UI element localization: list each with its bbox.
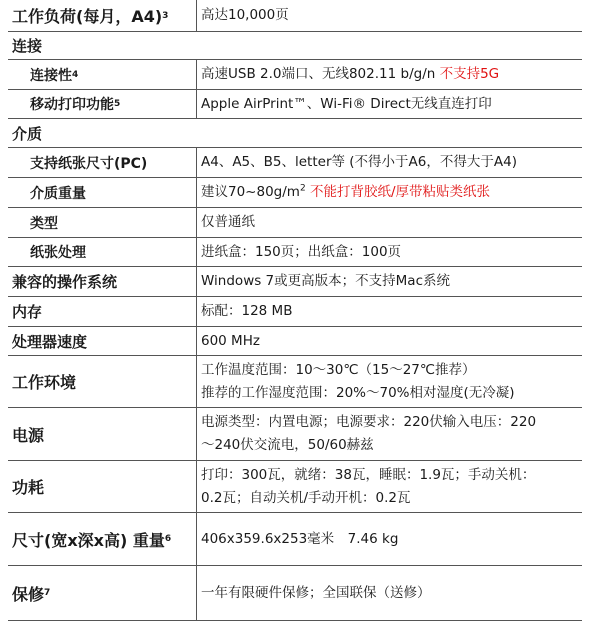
label-cpu: 处理器速度 (8, 327, 197, 355)
row-media-weight (8, 178, 582, 208)
value-power: 电源类型：内置电源；电源要求：220伏输入电压：220 ～240伏交流电，50/60赫兹 (201, 414, 537, 453)
section-title-connection: 连接 (12, 37, 43, 55)
label-media-weight: 介质重量 (8, 178, 197, 207)
section-media (8, 119, 582, 148)
value-connectivity: 高速USB 2.0端口、无线802.11 b/g/n 不支持5G (201, 66, 500, 82)
row-cpu (8, 327, 582, 356)
label-type: 类型 (8, 208, 197, 237)
value-workload: 高达10,000页 (201, 7, 289, 23)
label-workload: 工作负荷(每月，A4) 3 (8, 0, 197, 31)
row-workload (8, 0, 582, 32)
label-warranty: 保修 7 (8, 566, 197, 620)
value-type: 仅普通纸 (201, 214, 255, 230)
label-paper-handling: 纸张处理 (8, 238, 197, 266)
value-mobile-print: Apple AirPrint™、Wi-Fi® Direct无线直连打印 (201, 95, 492, 112)
row-environment (8, 356, 582, 408)
label-memory: 内存 (8, 297, 197, 326)
value-power-consumption: 打印：300瓦，就绪：38瓦，睡眠：1.9瓦；手动关机： 0.2瓦；自动关机/手动开机：0.2瓦 (201, 466, 536, 506)
row-type (8, 208, 582, 238)
row-power (8, 408, 582, 461)
row-memory (8, 297, 582, 327)
label-power-consumption: 功耗 (8, 461, 197, 512)
value-os: Windows 7或更高版本；不支持Mac系统 (201, 273, 450, 289)
value-cpu: 600 MHz (201, 332, 260, 349)
label-os: 兼容的操作系统 (8, 267, 197, 296)
row-os (8, 267, 582, 297)
label-environment: 工作环境 (8, 356, 197, 407)
value-dimensions: 406x359.6x253毫米 7.46 kg (201, 530, 399, 547)
row-warranty (8, 566, 582, 621)
row-connectivity (8, 60, 582, 90)
label-paper-size: 支持纸张尺寸(PC) (8, 148, 197, 177)
value-media-weight: 建议$70\sim 80g/m^2$ 不能打背胶纸/厚带粘贴类纸张 (201, 183, 491, 200)
spec-table (8, 0, 582, 621)
section-title-media: 介质 (12, 124, 43, 143)
value-paper-size: A4、A5、B5、letter等 (不得小于A6，不得大于A4) (201, 154, 517, 170)
section-connection (8, 32, 582, 60)
value-environment: 工作温度范围：10～30℃（15～27℃推荐） 推荐的工作湿度范围：20%～70%相对湿度(无冷凝) (201, 361, 515, 401)
row-mobile-print (8, 90, 582, 119)
row-paper-handling (8, 238, 582, 267)
row-power-consumption (8, 461, 582, 513)
row-paper-size (8, 148, 582, 178)
value-paper-handling: 进纸盒：150页；出纸盒：100页 (201, 243, 402, 260)
row-dimensions (8, 513, 582, 566)
label-dimensions: 尺寸(宽x深x高) 重量 6 (8, 513, 197, 565)
label-power: 电源 (8, 408, 197, 460)
value-warranty: 一年有限硬件保修；全国联保（送修） (201, 584, 431, 601)
value-memory: 标配：128 MB (201, 303, 293, 319)
label-connectivity: 连接性 4 (8, 60, 197, 89)
label-mobile-print: 移动打印功能 5 (8, 90, 197, 118)
